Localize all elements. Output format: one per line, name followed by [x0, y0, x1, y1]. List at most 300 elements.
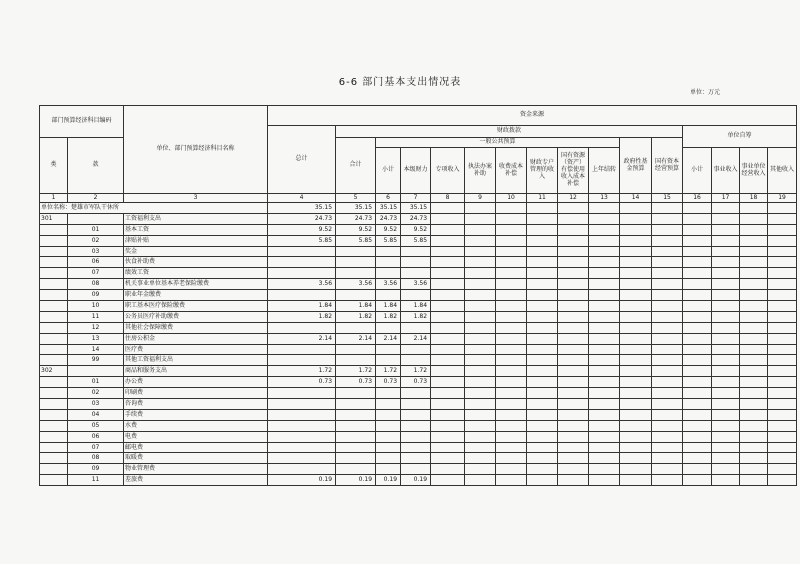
- item-code-cell: 08: [68, 453, 124, 464]
- gb-subtotal-cell: [376, 388, 401, 399]
- category-code-cell: [40, 268, 68, 279]
- empty-cell: [527, 224, 558, 235]
- fiscal-subtotal-cell: 24.73: [336, 213, 376, 224]
- item-code-cell: 14: [68, 344, 124, 355]
- empty-cell: [527, 431, 558, 442]
- item-code-cell: 09: [68, 290, 124, 301]
- empty-cell: [431, 399, 465, 410]
- fiscal-subtotal-cell: 5.85: [336, 235, 376, 246]
- empty-cell: [431, 420, 465, 431]
- empty-cell: [589, 475, 620, 486]
- empty-cell: [496, 246, 527, 257]
- empty-cell: [589, 464, 620, 475]
- empty-cell: [683, 453, 712, 464]
- category-code-cell: 301: [40, 213, 68, 224]
- gb-subtotal-cell: [376, 257, 401, 268]
- item-name-cell: 奖金: [124, 246, 268, 257]
- item-name-cell: 绩效工资: [124, 268, 268, 279]
- item-name-cell: 公务员医疗补助缴费: [124, 311, 268, 322]
- table-row: [40, 224, 797, 235]
- empty-cell: [465, 431, 496, 442]
- category-code-cell: [40, 431, 68, 442]
- empty-cell: [496, 377, 527, 388]
- empty-cell: [589, 399, 620, 410]
- header-self-raised: 单位自筹: [683, 126, 797, 148]
- total-cell: [268, 453, 336, 464]
- header-other-income: 其他收入: [768, 148, 797, 194]
- empty-cell: [496, 355, 527, 366]
- table-row: [40, 311, 797, 322]
- empty-cell: [620, 399, 652, 410]
- unit-subtotal-cell: 35.15: [336, 203, 376, 214]
- empty-cell: [683, 235, 712, 246]
- empty-cell: [683, 442, 712, 453]
- empty-cell: [683, 279, 712, 290]
- empty-cell: [620, 453, 652, 464]
- empty-cell: [740, 420, 768, 431]
- header-state-asset: 国有资源（资产）有偿使用收入成本补偿: [558, 148, 589, 194]
- empty-cell: [589, 224, 620, 235]
- empty-cell: [620, 475, 652, 486]
- empty-cell: [652, 213, 683, 224]
- item-name-cell: 基本工资: [124, 224, 268, 235]
- total-cell: 3.56: [268, 279, 336, 290]
- empty-cell: [683, 301, 712, 312]
- table-row: [40, 235, 797, 246]
- category-code-cell: [40, 420, 68, 431]
- gb-subtotal-cell: 24.73: [376, 213, 401, 224]
- item-code-cell: 10: [68, 301, 124, 312]
- item-code-cell: 05: [68, 420, 124, 431]
- fiscal-subtotal-cell: 1.82: [336, 311, 376, 322]
- empty-cell: [558, 344, 589, 355]
- empty-cell: [431, 322, 465, 333]
- fiscal-subtotal-cell: [336, 399, 376, 410]
- empty-cell: [652, 475, 683, 486]
- column-index-cell: 18: [740, 194, 768, 203]
- empty-cell: [527, 388, 558, 399]
- empty-cell: [589, 366, 620, 377]
- gb-subtotal-cell: [376, 322, 401, 333]
- unit-gb-subtotal-cell: 35.15: [376, 203, 401, 214]
- header-code-group: 部门预算经济科目编码: [40, 106, 124, 138]
- gb-local-cell: [401, 322, 431, 333]
- empty-cell: [558, 311, 589, 322]
- empty-cell: [465, 235, 496, 246]
- empty-cell: [527, 355, 558, 366]
- empty-cell: [620, 268, 652, 279]
- empty-cell: [589, 333, 620, 344]
- item-name-cell: 电费: [124, 431, 268, 442]
- total-cell: [268, 388, 336, 399]
- unit-label: 单位：万元: [690, 89, 721, 96]
- empty-cell: [683, 344, 712, 355]
- category-code-cell: [40, 453, 68, 464]
- empty-cell: [496, 366, 527, 377]
- empty-cell: [768, 431, 797, 442]
- empty-cell: [465, 453, 496, 464]
- empty-cell: [652, 333, 683, 344]
- empty-cell: [589, 388, 620, 399]
- empty-cell: [740, 366, 768, 377]
- empty-cell: [558, 431, 589, 442]
- empty-cell: [558, 301, 589, 312]
- empty-cell: [496, 453, 527, 464]
- gb-subtotal-cell: [376, 399, 401, 410]
- empty-cell: [496, 420, 527, 431]
- item-name-cell: 津贴补贴: [124, 235, 268, 246]
- empty-cell: [768, 311, 797, 322]
- table-row: [40, 431, 797, 442]
- gb-local-cell: 3.56: [401, 279, 431, 290]
- fiscal-subtotal-cell: 0.73: [336, 377, 376, 388]
- empty-cell: [465, 399, 496, 410]
- empty-cell: [712, 246, 740, 257]
- empty-cell: [683, 333, 712, 344]
- empty-cell: [768, 246, 797, 257]
- empty-cell: [465, 279, 496, 290]
- empty-cell: [620, 301, 652, 312]
- item-code-cell: 07: [68, 442, 124, 453]
- gb-subtotal-cell: 1.84: [376, 301, 401, 312]
- item-name-cell: 咨询费: [124, 399, 268, 410]
- total-cell: [268, 246, 336, 257]
- empty-cell: [589, 257, 620, 268]
- gb-local-cell: 24.73: [401, 213, 431, 224]
- empty-cell: [558, 322, 589, 333]
- empty-cell: [431, 431, 465, 442]
- category-code-cell: [40, 475, 68, 486]
- empty-cell: [589, 301, 620, 312]
- empty-cell: [431, 333, 465, 344]
- empty-cell: [620, 377, 652, 388]
- item-code-cell: 03: [68, 246, 124, 257]
- fiscal-subtotal-cell: [336, 431, 376, 442]
- item-code-cell: 01: [68, 224, 124, 235]
- category-code-cell: [40, 442, 68, 453]
- empty-cell: [496, 333, 527, 344]
- empty-cell: [589, 311, 620, 322]
- empty-cell: [652, 257, 683, 268]
- fiscal-subtotal-cell: [336, 464, 376, 475]
- empty-cell: [683, 268, 712, 279]
- table-row: [40, 257, 797, 268]
- empty-cell: [496, 279, 527, 290]
- empty-cell: [768, 268, 797, 279]
- gb-local-cell: [401, 409, 431, 420]
- empty-cell: [768, 224, 797, 235]
- empty-cell: [712, 257, 740, 268]
- empty-cell: [496, 344, 527, 355]
- category-code-cell: 302: [40, 366, 68, 377]
- header-business-income: 事业收入: [712, 148, 740, 194]
- empty-cell: [496, 475, 527, 486]
- category-code-cell: [40, 333, 68, 344]
- empty-cell: [496, 213, 527, 224]
- gb-subtotal-cell: [376, 453, 401, 464]
- empty-cell: [652, 366, 683, 377]
- empty-cell: [527, 290, 558, 301]
- header-carryover: 上年结转: [589, 148, 620, 194]
- category-code-cell: [40, 322, 68, 333]
- empty-cell: [712, 355, 740, 366]
- empty-cell: [740, 388, 768, 399]
- gb-local-cell: [401, 420, 431, 431]
- empty-cell: [589, 344, 620, 355]
- gb-subtotal-cell: [376, 442, 401, 453]
- empty-cell: [465, 290, 496, 301]
- empty-cell: [558, 464, 589, 475]
- empty-cell: [496, 301, 527, 312]
- column-index-cell: 17: [712, 194, 740, 203]
- gb-local-cell: [401, 257, 431, 268]
- empty-cell: [527, 442, 558, 453]
- table-row: [40, 409, 797, 420]
- empty-cell: [712, 268, 740, 279]
- empty-cell: [589, 377, 620, 388]
- empty-cell: [712, 420, 740, 431]
- empty-cell: [431, 377, 465, 388]
- empty-cell: [558, 442, 589, 453]
- item-code-cell: [68, 366, 124, 377]
- table-row: [40, 268, 797, 279]
- empty-cell: [558, 279, 589, 290]
- unit-row: [40, 203, 797, 214]
- empty-cell: [465, 301, 496, 312]
- category-code-cell: [40, 235, 68, 246]
- empty-cell: [740, 333, 768, 344]
- empty-cell: [740, 213, 768, 224]
- empty-cell: [589, 213, 620, 224]
- table-body: [40, 194, 797, 486]
- empty-cell: [558, 235, 589, 246]
- column-index-cell: 6: [376, 194, 401, 203]
- total-cell: [268, 464, 336, 475]
- empty-cell: [558, 420, 589, 431]
- table-row: [40, 475, 797, 486]
- header-fiscal-subtotal: 合计: [336, 138, 376, 194]
- item-code-cell: [68, 213, 124, 224]
- empty-cell: [431, 290, 465, 301]
- empty-cell: [768, 399, 797, 410]
- empty-cell: [431, 453, 465, 464]
- empty-cell: [683, 475, 712, 486]
- gb-local-cell: [401, 431, 431, 442]
- empty-cell: [465, 475, 496, 486]
- empty-cell: [465, 377, 496, 388]
- empty-cell: [527, 213, 558, 224]
- empty-cell: [712, 399, 740, 410]
- gb-subtotal-cell: 9.52: [376, 224, 401, 235]
- category-code-cell: [40, 344, 68, 355]
- unit-gb-local-cell: 35.15: [401, 203, 431, 214]
- empty-cell: [527, 322, 558, 333]
- item-name-cell: 取暖费: [124, 453, 268, 464]
- empty-cell: [740, 377, 768, 388]
- column-index-cell: 10: [496, 194, 527, 203]
- header-fiscal-allocation: 财政拨款: [336, 126, 683, 138]
- empty-cell: [496, 322, 527, 333]
- empty-cell: [652, 235, 683, 246]
- empty-cell: [558, 333, 589, 344]
- empty-cell: [620, 213, 652, 224]
- column-index-cell: 12: [558, 194, 589, 203]
- empty-cell: [431, 224, 465, 235]
- fiscal-subtotal-cell: 3.56: [336, 279, 376, 290]
- category-code-cell: [40, 355, 68, 366]
- gb-subtotal-cell: [376, 431, 401, 442]
- empty-cell: [465, 409, 496, 420]
- empty-cell: [683, 246, 712, 257]
- item-code-cell: 04: [68, 409, 124, 420]
- fiscal-subtotal-cell: [336, 268, 376, 279]
- table-row: [40, 464, 797, 475]
- empty-cell: [589, 279, 620, 290]
- category-code-cell: [40, 279, 68, 290]
- empty-cell: [589, 453, 620, 464]
- header-enforcement-fees: 执法办案补助: [465, 148, 496, 194]
- table-row: [40, 377, 797, 388]
- table-header: [40, 106, 797, 194]
- empty-cell: [652, 279, 683, 290]
- empty-cell: [589, 442, 620, 453]
- gb-local-cell: [401, 355, 431, 366]
- empty-cell: [496, 235, 527, 246]
- empty-cell: [740, 224, 768, 235]
- column-index-cell: 14: [620, 194, 652, 203]
- empty-cell: [558, 213, 589, 224]
- empty-cell: [496, 268, 527, 279]
- empty-cell: [652, 224, 683, 235]
- empty-cell: [740, 268, 768, 279]
- empty-cell: [740, 246, 768, 257]
- empty-cell: [527, 420, 558, 431]
- table-row: [40, 420, 797, 431]
- empty-cell: [683, 464, 712, 475]
- empty-cell: [431, 301, 465, 312]
- column-index-cell: 7: [401, 194, 431, 203]
- category-code-cell: [40, 388, 68, 399]
- empty-cell: [712, 333, 740, 344]
- empty-cell: [496, 431, 527, 442]
- empty-cell: [431, 409, 465, 420]
- fiscal-subtotal-cell: [336, 322, 376, 333]
- empty-cell: [712, 344, 740, 355]
- empty-cell: [712, 409, 740, 420]
- empty-cell: [558, 257, 589, 268]
- empty-cell: [768, 290, 797, 301]
- empty-cell: [740, 355, 768, 366]
- empty-cell: [620, 246, 652, 257]
- gb-subtotal-cell: [376, 290, 401, 301]
- table-row: [40, 442, 797, 453]
- empty-cell: [652, 442, 683, 453]
- column-index-cell: 1: [40, 194, 68, 203]
- gb-local-cell: 0.19: [401, 475, 431, 486]
- empty-cell: [740, 301, 768, 312]
- header-gb-subtotal: 小计: [376, 148, 401, 194]
- gb-subtotal-cell: 1.72: [376, 366, 401, 377]
- empty-cell: [683, 322, 712, 333]
- total-cell: [268, 442, 336, 453]
- empty-cell: [768, 213, 797, 224]
- empty-cell: [620, 311, 652, 322]
- item-name-cell: 水费: [124, 420, 268, 431]
- empty-cell: [683, 257, 712, 268]
- gb-local-cell: 1.72: [401, 366, 431, 377]
- empty-cell: [465, 355, 496, 366]
- gb-local-cell: 1.82: [401, 311, 431, 322]
- item-name-cell: 职业年金缴费: [124, 290, 268, 301]
- empty-cell: [589, 246, 620, 257]
- total-cell: 0.73: [268, 377, 336, 388]
- empty-cell: [527, 333, 558, 344]
- gb-subtotal-cell: [376, 344, 401, 355]
- total-cell: 1.82: [268, 311, 336, 322]
- empty-cell: [465, 366, 496, 377]
- empty-cell: [768, 464, 797, 475]
- empty-cell: [740, 279, 768, 290]
- empty-cell: [683, 409, 712, 420]
- category-code-cell: [40, 377, 68, 388]
- item-code-cell: 08: [68, 279, 124, 290]
- empty-cell: [740, 257, 768, 268]
- empty-cell: [740, 322, 768, 333]
- empty-cell: [431, 464, 465, 475]
- item-name-cell: 商品和服务支出: [124, 366, 268, 377]
- empty-cell: [768, 333, 797, 344]
- empty-cell: [712, 301, 740, 312]
- column-index-cell: 11: [527, 194, 558, 203]
- empty-cell: [496, 311, 527, 322]
- item-code-cell: 02: [68, 235, 124, 246]
- gb-subtotal-cell: 0.73: [376, 377, 401, 388]
- empty-cell: [558, 268, 589, 279]
- empty-cell: [431, 442, 465, 453]
- empty-cell: [465, 322, 496, 333]
- category-code-cell: [40, 464, 68, 475]
- table-row: [40, 355, 797, 366]
- empty-cell: [527, 246, 558, 257]
- item-name-cell: 物业管理费: [124, 464, 268, 475]
- empty-cell: [589, 322, 620, 333]
- empty-cell: [768, 420, 797, 431]
- total-cell: 1.72: [268, 366, 336, 377]
- column-index-cell: 16: [683, 194, 712, 203]
- fiscal-subtotal-cell: [336, 409, 376, 420]
- empty-cell: [589, 355, 620, 366]
- empty-cell: [683, 377, 712, 388]
- empty-cell: [620, 290, 652, 301]
- gb-subtotal-cell: [376, 420, 401, 431]
- total-cell: [268, 355, 336, 366]
- empty-cell: [465, 213, 496, 224]
- item-code-cell: 11: [68, 311, 124, 322]
- empty-cell: [740, 475, 768, 486]
- gb-local-cell: 0.73: [401, 377, 431, 388]
- empty-cell: [527, 268, 558, 279]
- empty-cell: [740, 344, 768, 355]
- item-code-cell: 11: [68, 475, 124, 486]
- empty-cell: [620, 333, 652, 344]
- empty-cell: [496, 442, 527, 453]
- empty-cell: [652, 246, 683, 257]
- empty-cell: [527, 409, 558, 420]
- fiscal-subtotal-cell: [336, 290, 376, 301]
- empty-cell: [683, 311, 712, 322]
- empty-cell: [740, 235, 768, 246]
- empty-cell: [558, 399, 589, 410]
